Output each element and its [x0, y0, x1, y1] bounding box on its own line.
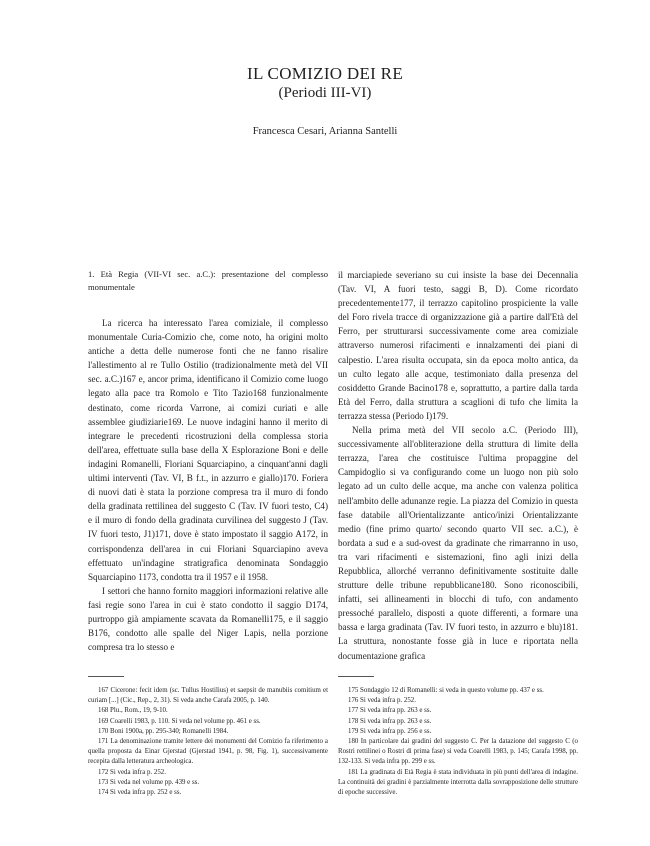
footnote: 175 Sondaggio 12 di Romanelli: si veda in questo volume pp. 437 e ss.	[348, 687, 544, 694]
footnote: 180 In particolare dai gradini del suggesto C. Per la datazione del suggesto C (o Rostri rettilinei o Rostri di prima fase) si veda Coarelli 1983, p. 145; Carafa 1998, pp. 132-133. Si veda infra pp. 299 e ss.	[338, 738, 578, 766]
footnote-rule-right	[338, 676, 374, 677]
paragraph: il marciapiede severiano su cui insiste la base dei Decennalia (Tav. VI, A fuori testo, saggi B, D). Come ricordato precedentemente177, il terrazzo capitolino prospiciente la valle del Foro rivela tracce di organizzazione già a partire dall'Età del Ferro, per strutturarsi successivamente come area comiziale attraverso numerosi rifacimenti e innalzamenti dei piani di calpestio. L'area risulta occupata, sin da epoca molto antica, da un culto legato alle acque, testimoniato dalla presenza del cosiddetto Grande Bacino178 e, soprattutto, a partire dalla tarda Età del Ferro, dalla struttura a scaglioni di tufo che limita la terrazza stessa (Periodo I)179.	[338, 270, 578, 421]
paragraph: I settori che hanno fornito maggiori informazioni relative alle fasi regie sono l'area in cui è stato condotto il saggio D174, purtroppo già ampiamente scavata da Romanelli175, e il saggio B176, condotto alle spalle del Niger Lapis, nella porzione compresa tra lo stesso e	[88, 585, 328, 653]
footnotes-right	[338, 686, 578, 798]
footnote: 181 La gradinata di Età Regia è stata individuata in più punti dell'area di indagine. La continuità dei gradini è parzialmente interrotta dalla sovrapposizione delle strutture di epoche successive.	[338, 768, 578, 797]
section-heading: 1. Età Regia (VII-VI sec. a.C.): presentazione del complesso monumentale	[88, 269, 328, 292]
footnote: 179 Si veda infra pp. 256 e ss.	[348, 727, 432, 735]
footnote: 176 Si veda infra p. 252.	[348, 697, 416, 705]
paragraph: La ricerca ha interessato l'area comiziale, il complesso monumentale Curia-Comizio che, come noto, ha origini molto antiche a detta delle numerose fonti che ne fanno risalire l'allestimento al re Tullo Ostilio (tradizionalmente metà del VII sec. a.C.)167 e, ancor prima, identificano il Comizio come luogo legato alla pace tra Romolo e Tito Tazio168 funzionalmente destinato, come ricorda Varrone, ai comizi curiati e alle assemblee giudiziarie169. Le nuove indagini hanno il merito di integrare le precedenti ricostruzioni della complessa storia dell'area, effettuate sulla base della X Esplorazione Boni e delle indagini Romanelli, Floriani Squarciapino, a cinquant'anni dagli ultimi interventi (Tav. VI, B f.t., in azzurro e giallo)170. Foriera di nuovi dati è stata la porzione compresa tra il muro di fondo della gradinata rettilinea del suggesto C (Tav. IV fuori testo, C4) e il muro di fondo della gradinata curvilinea del suggesto J (Tav. IV fuori testo, J1)171, dove è stato impostato il saggio A172, in corrispondenza dell'area in cui Floriani Squarciapino aveva effettuato un'indagine stratigrafica denominata Sondaggio Squarciapino 1173, condotta tra il 1957 e il 1958.	[88, 318, 328, 582]
footnote: 173 Si veda nel volume pp. 439 e ss.	[98, 778, 200, 786]
article-subtitle: (Periodi III-VI)	[278, 85, 372, 101]
left-column	[88, 268, 328, 654]
footnote: 171 La denominazione tramite lettere dei monumenti del Comizio fa riferimento a quella proposta da Einar Gjerstad (Gjerstad 1941, p. 98, Fig. 1), successivamente recepita dalla letteratura archeologica.	[88, 738, 328, 766]
footnote: 177 Si veda infra pp. 263 e ss.	[348, 707, 432, 715]
footnote: 178 Si veda infra pp. 263 e ss.	[348, 717, 432, 725]
footnote: 169 Coarelli 1983, p. 110. Si veda nel volume pp. 461 e ss.	[98, 717, 261, 725]
footnotes-left	[88, 686, 328, 798]
footnote: 167 Cicerone: fecit idem (sc. Tullus Hostilius) et saepsit de manubiis comitium et curiam [...] (Cic., Rep., 2, 31). Si veda anche Carafa 2005, p. 140.	[88, 687, 328, 705]
footnote: 168 Plu., Rom., 19, 9-10.	[98, 707, 168, 715]
footnote: 172 Si veda infra p. 252.	[98, 768, 166, 776]
article-authors: Francesca Cesari, Arianna Santelli	[252, 126, 398, 137]
paragraph: Nella prima metà del VII secolo a.C. (Periodo III), successivamente all'obliterazione della struttura di limite della terrazza, l'area che costituisce l'ultima propaggine del Campidoglio si va configurando come un luogo non più solo legato ad un culto delle acque, ma anche con valenza politica nell'ambito delle adunanze regie. La piazza del Comizio in questa fase databile all'Orientalizzante antico/inizi Orientalizzante medio (fine primo quarto/ secondo quarto VII sec. a.C.), è bordata a sud e a sud-ovest da gradinate che rimarranno in uso, tra vari rifacimenti e sistemazioni, fino agli inizi della Repubblica, allorché verranno definitivamente sostituite dalle strutture delle tribune repubblicane180. Sono riconoscibili, infatti, sei allineamenti in blocchi di tufo, con andamento pressoché parallelo, disposti a quote differenti, a formare una bassa e larga gradinata (Tav. IV fuori testo, in azzurro e blu)181. La struttura, nonostante fosse già in luce e riportata nella documentazione grafica	[338, 425, 578, 661]
article-title: IL COMIZIO DEI RE	[246, 64, 404, 83]
footnote: 170 Boni 1900a, pp. 295-340; Romanelli 1984.	[98, 727, 229, 735]
right-column	[338, 268, 578, 663]
footnote: 174 Si veda infra pp. 252 e ss.	[98, 789, 182, 797]
footnote-rule-left	[88, 676, 124, 677]
